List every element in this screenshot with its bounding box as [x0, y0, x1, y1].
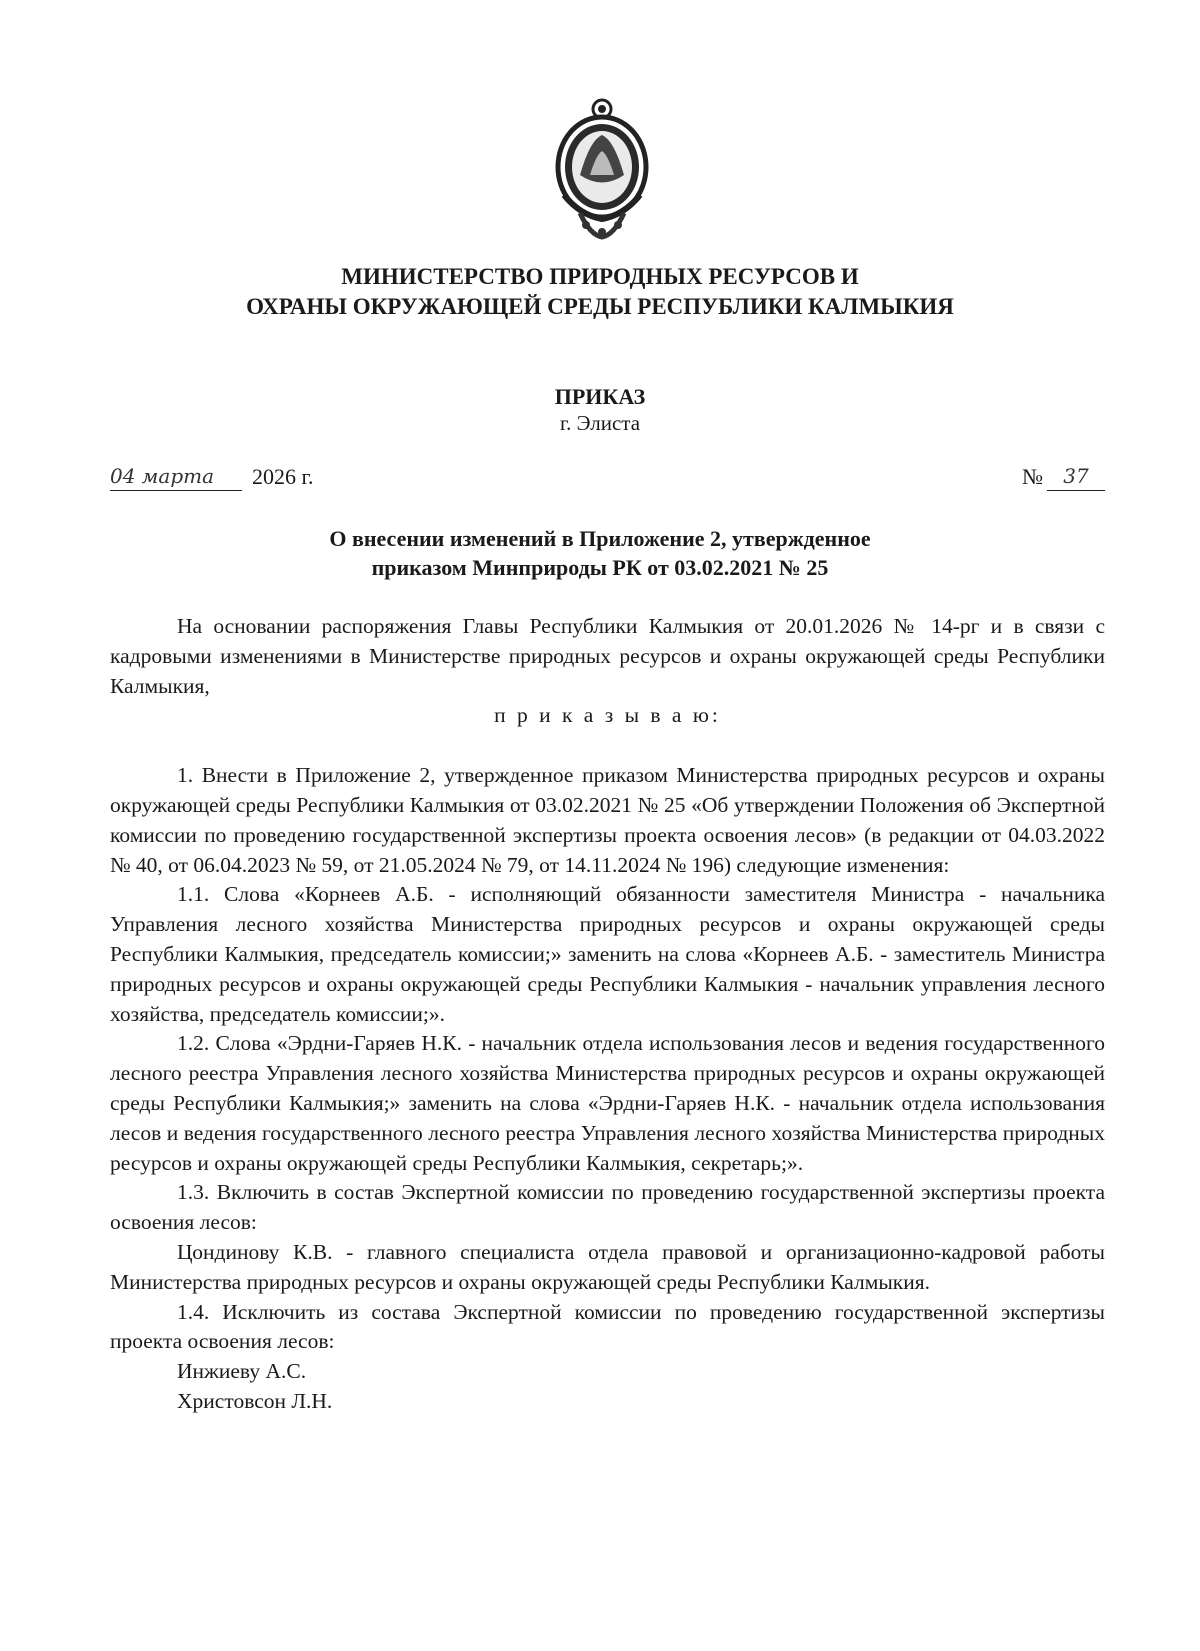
handwritten-date: 04 марта [110, 462, 242, 491]
coat-of-arms-emblem [550, 95, 654, 243]
excluded-name-2: Христовсон Л.Н. [177, 1388, 333, 1413]
item-1-paragraph: 1. Внести в Приложение 2, утвержденное приказом Министерства природных ресурсов и охраны окружающей среды Республики Калмыкия от 03.02.2021 № 25 «Об утверждении Положения об Экспертной комиссии по проведению государственной экспертизы проекта освоения лесов» (в редакции от 04.03.2022 № 40, от 06.04.2023 № 59, от 21.05.2024 № 79, от 14.11.2024 № 196) следующие изменения: [110, 763, 1105, 877]
order-word: п р и к а з ы в а ю: [494, 703, 721, 728]
ministry-line-1: МИНИСТЕРСТВО ПРИРОДНЫХ РЕСУРСОВ И [341, 264, 859, 289]
order-body [110, 612, 1105, 1417]
date-number-row [110, 462, 1105, 496]
item-1-1-paragraph: 1.1. Слова «Корнеев А.Б. - исполняющий обязанности заместителя Министра - начальника Управления лесного хозяйства Министерства природных ресурсов и охраны окружающей среды Республики Калмыкия, председатель комиссии;» заменить на слова «Корнеев А.Б. - заместитель Министра природных ресурсов и охраны окружающей среды Республики Калмыкия - начальник управления лесного хозяйства, председатель комиссии;». [110, 882, 1105, 1026]
item-1-4-paragraph: 1.4. Исключить из состава Экспертной комиссии по проведению государственной экспертизы проекта освоения лесов: [110, 1299, 1105, 1354]
number-label: № [1022, 464, 1043, 489]
item-1-2-paragraph: 1.2. Слова «Эрдни-Гаряев Н.К. - начальник отдела использования лесов и ведения государственного лесного реестра Управления лесного хозяйства Министерства природных ресурсов и охраны окружающей среды Республики Калмыкия;» заменить на слова «Эрдни-Гаряев Н.К. - начальник отдела использования лесов и ведения государственного лесного реестра Управления лесного хозяйства Министерства природных ресурсов и охраны окружающей среды Республики Калмыкия, секретарь;». [110, 1031, 1105, 1175]
subject-line-1: О внесении изменений в Приложение 2, утвержденное [329, 526, 871, 551]
date-year: 2026 г. [252, 464, 314, 489]
item-1-3-person: Цондинову К.В. - главного специалиста отдела правовой и организационно-кадровой работы Министерства природных ресурсов и охраны окружающей среды Республики Калмыкия. [110, 1239, 1105, 1294]
spacer [110, 731, 1105, 761]
ministry-line-2: ОХРАНЫ ОКРУЖАЮЩЕЙ СРЕДЫ РЕСПУБЛИКИ КАЛМЫКИЯ [246, 294, 954, 319]
handwritten-number: 37 [1047, 462, 1105, 491]
order-city: г. Элиста [559, 411, 641, 435]
preamble-paragraph: На основании распоряжения Главы Республики Калмыкия от 20.01.2026 № 14-рг и в связи с кадровыми изменениями в Министерстве природных ресурсов и охраны окружающей среды Республики Калмыкия, [110, 614, 1105, 698]
ministry-header [0, 262, 1200, 322]
item-1-3-paragraph: 1.3. Включить в состав Экспертной комиссии по проведению государственной экспертизы проекта освоения лесов: [110, 1180, 1105, 1235]
order-subject [0, 524, 1200, 582]
order-title: ПРИКАЗ [554, 384, 646, 409]
excluded-name-1: Инжиеву А.С. [177, 1359, 307, 1384]
subject-line-2: приказом Минприроды РК от 03.02.2021 № 25 [371, 555, 829, 580]
